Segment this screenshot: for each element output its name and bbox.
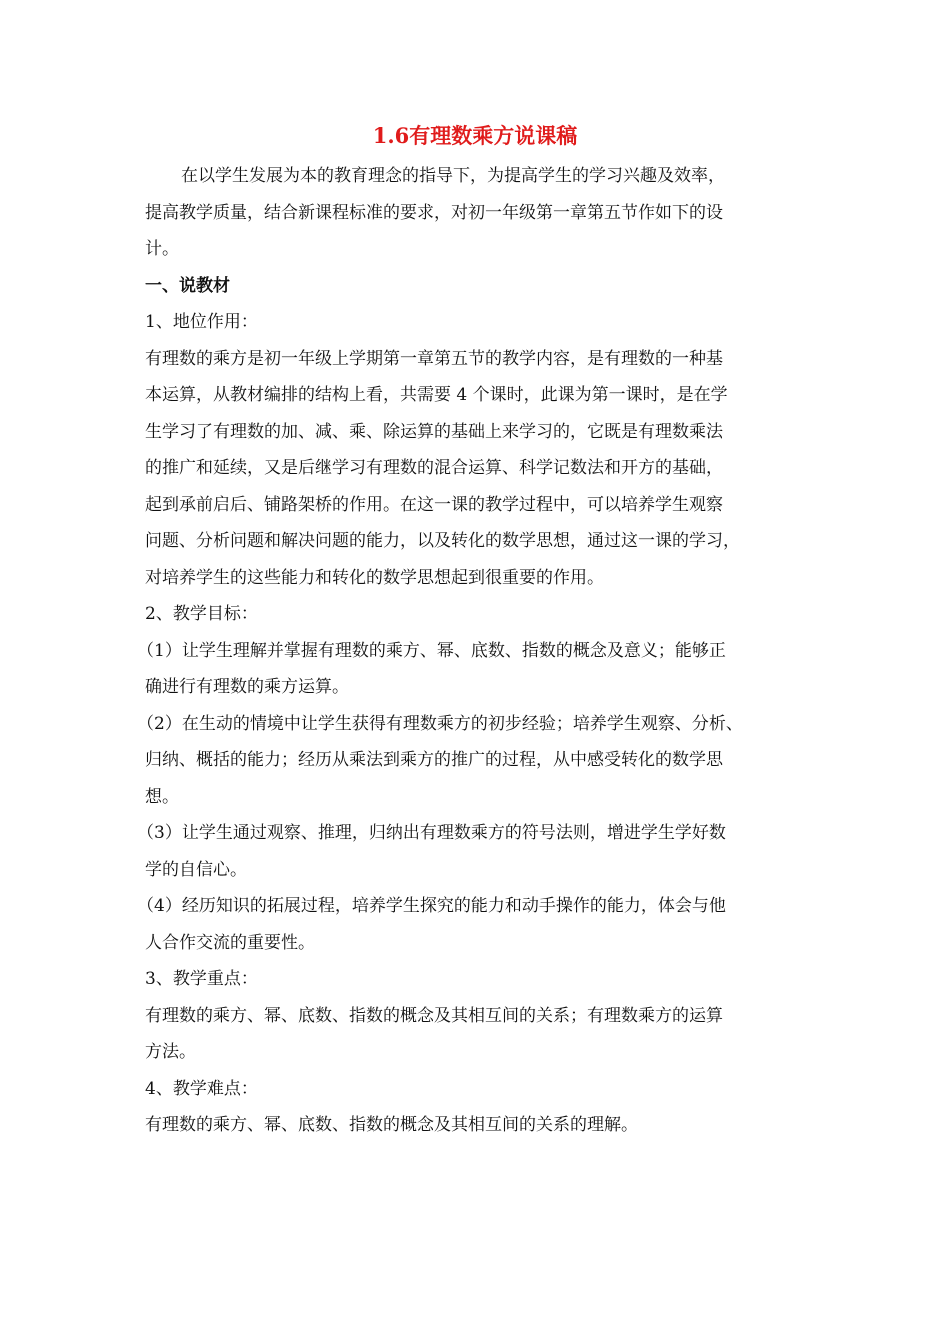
section-heading: 一、说教材 xyxy=(145,275,230,296)
subsection-heading: 2、教学目标： xyxy=(145,604,258,624)
goal-line: （2）在生动的情境中让学生获得有理数乘方的初步经验；培养学生观察、分析、 xyxy=(137,713,743,734)
paragraph-line: 本运算，从教材编排的结构上看，共需要 4 个课时，此课为第一课时，是在学 xyxy=(145,385,728,405)
goal-line: （3）让学生通过观察、推理，归纳出有理数乘方的符号法则，增进学生学好数 xyxy=(137,823,726,843)
paragraph-line: 的推广和延续，又是后继学习有理数的混合运算、科学记数法和开方的基础， xyxy=(145,458,723,478)
intro-line: 提高教学质量，结合新课程标准的要求，对初一年级第一章第五节作如下的设 xyxy=(145,202,723,223)
paragraph-line: 对培养学生的这些能力和转化的数学思想起到很重要的作用。 xyxy=(145,567,604,588)
document-title: 1.6有理数乘方说课稿 xyxy=(372,123,578,148)
goal-line: （4）经历知识的拓展过程，培养学生探究的能力和动手操作的能力，体会与他 xyxy=(137,896,726,916)
paragraph-line: 有理数的乘方是初一年级上学期第一章第五节的教学内容，是有理数的一种基 xyxy=(145,348,723,369)
goal-line: 归纳、概括的能力；经历从乘法到乘方的推广的过程，从中感受转化的数学思 xyxy=(145,750,723,770)
goal-line: 人合作交流的重要性。 xyxy=(145,932,315,953)
document-body xyxy=(137,158,825,1144)
paragraph-line: 有理数的乘方、幂、底数、指数的概念及其相互间的关系；有理数乘方的运算 xyxy=(145,1005,723,1026)
goal-line: （1）让学生理解并掌握有理数的乘方、幂、底数、指数的概念及意义；能够正 xyxy=(137,640,726,661)
paragraph-line: 有理数的乘方、幂、底数、指数的概念及其相互间的关系的理解。 xyxy=(145,1115,638,1135)
subsection-heading: 4、教学难点： xyxy=(145,1078,258,1099)
paragraph-line: 起到承前启后、铺路架桥的作用。在这一课的教学过程中，可以培养学生观察 xyxy=(145,494,723,515)
goal-line: 学的自信心。 xyxy=(145,859,247,880)
paragraph-line: 方法。 xyxy=(145,1042,196,1062)
intro-line: 在以学生发展为本的教育理念的指导下，为提高学生的学习兴趣及效率， xyxy=(181,166,725,186)
goal-line: 确进行有理数的乘方运算。 xyxy=(145,677,349,697)
goal-line: 想。 xyxy=(145,786,179,807)
intro-line: 计。 xyxy=(145,239,179,259)
subsection-heading: 1、地位作用： xyxy=(145,312,258,332)
paragraph-line: 生学习了有理数的加、减、乘、除运算的基础上来学习的，它既是有理数乘法 xyxy=(145,421,723,442)
paragraph-line: 问题、分析问题和解决问题的能力，以及转化的数学思想，通过这一课的学习， xyxy=(145,531,740,551)
subsection-heading: 3、教学重点： xyxy=(145,969,258,989)
